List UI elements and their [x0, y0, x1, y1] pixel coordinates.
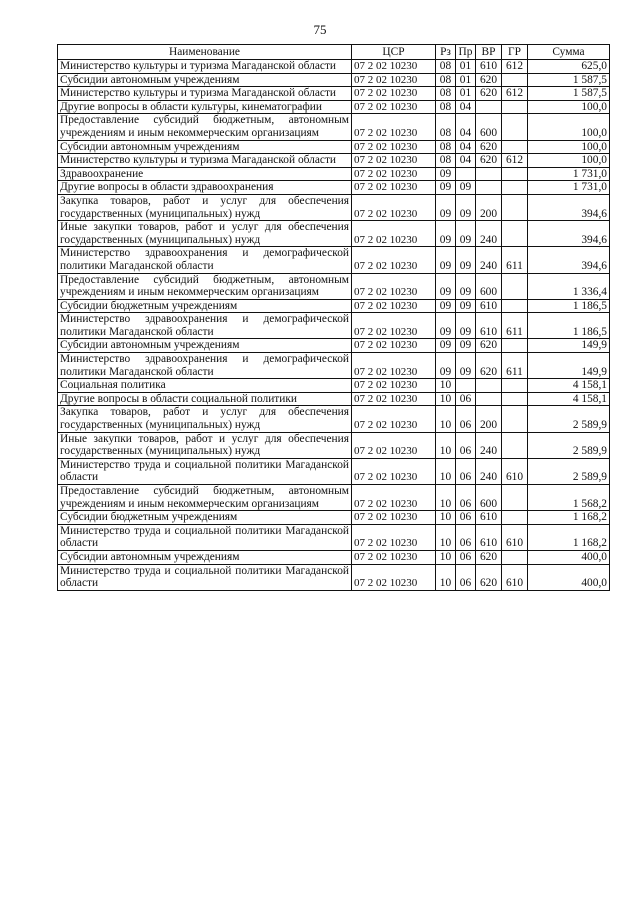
pr-cell: 06 — [456, 406, 476, 432]
sum-cell: 625,0 — [528, 60, 610, 74]
csr-cell: 07 2 02 10230 — [352, 485, 436, 511]
table-row — [58, 194, 610, 220]
csr-cell: 07 2 02 10230 — [352, 511, 436, 525]
name-cell: Министерство труда и социальной политики Магаданской области — [58, 524, 352, 550]
gr-cell: 610 — [502, 564, 528, 590]
pr-cell: 06 — [456, 392, 476, 406]
pr-cell: 09 — [456, 299, 476, 313]
name-cell: Иные закупки товаров, работ и услуг для обеспечения государственных (муниципальных) нужд — [58, 221, 352, 247]
name-cell: Министерство культуры и туризма Магаданской области — [58, 60, 352, 74]
rz-cell: 10 — [436, 524, 456, 550]
vr-cell: 200 — [476, 194, 502, 220]
gr-cell — [502, 194, 528, 220]
rz-cell: 08 — [436, 87, 456, 101]
header-csr: ЦСР — [352, 45, 436, 60]
header-gr: ГР — [502, 45, 528, 60]
gr-cell: 612 — [502, 154, 528, 168]
gr-cell — [502, 511, 528, 525]
name-cell: Предоставление субсидий бюджетным, автономным учреждениям и иным некоммерческим организациям — [58, 273, 352, 299]
pr-cell: 06 — [456, 524, 476, 550]
pr-cell — [456, 167, 476, 181]
csr-cell: 07 2 02 10230 — [352, 524, 436, 550]
pr-cell: 09 — [456, 353, 476, 379]
vr-cell: 620 — [476, 73, 502, 87]
pr-cell: 06 — [456, 511, 476, 525]
header-vr: ВР — [476, 45, 502, 60]
table-row — [58, 406, 610, 432]
name-cell: Министерство труда и социальной политики Магаданской области — [58, 564, 352, 590]
rz-cell: 10 — [436, 406, 456, 432]
table-row — [58, 511, 610, 525]
sum-cell: 149,9 — [528, 339, 610, 353]
rz-cell: 10 — [436, 564, 456, 590]
vr-cell: 240 — [476, 247, 502, 273]
table-row — [58, 247, 610, 273]
gr-cell — [502, 221, 528, 247]
sum-cell: 100,0 — [528, 114, 610, 140]
vr-cell: 240 — [476, 432, 502, 458]
name-cell: Субсидии автономным учреждениям — [58, 339, 352, 353]
pr-cell — [456, 379, 476, 393]
vr-cell: 620 — [476, 140, 502, 154]
gr-cell — [502, 299, 528, 313]
rz-cell: 08 — [436, 73, 456, 87]
gr-cell — [502, 432, 528, 458]
vr-cell: 620 — [476, 154, 502, 168]
rz-cell: 09 — [436, 273, 456, 299]
sum-cell: 1 731,0 — [528, 181, 610, 195]
name-cell: Социальная политика — [58, 379, 352, 393]
vr-cell: 610 — [476, 313, 502, 339]
table-row — [58, 299, 610, 313]
sum-cell: 394,6 — [528, 247, 610, 273]
table-row — [58, 181, 610, 195]
vr-cell — [476, 100, 502, 114]
table-row — [58, 140, 610, 154]
rz-cell: 09 — [436, 313, 456, 339]
sum-cell: 1 186,5 — [528, 313, 610, 339]
gr-cell — [502, 73, 528, 87]
pr-cell: 06 — [456, 458, 476, 484]
csr-cell: 07 2 02 10230 — [352, 313, 436, 339]
rz-cell: 10 — [436, 511, 456, 525]
csr-cell: 07 2 02 10230 — [352, 100, 436, 114]
gr-cell: 612 — [502, 60, 528, 74]
vr-cell — [476, 379, 502, 393]
gr-cell — [502, 140, 528, 154]
header-rz: Рз — [436, 45, 456, 60]
csr-cell: 07 2 02 10230 — [352, 299, 436, 313]
name-cell: Другие вопросы в области социальной политики — [58, 392, 352, 406]
name-cell: Закупка товаров, работ и услуг для обеспечения государственных (муниципальных) нужд — [58, 194, 352, 220]
gr-cell: 610 — [502, 458, 528, 484]
sum-cell: 1 168,2 — [528, 524, 610, 550]
sum-cell: 4 158,1 — [528, 379, 610, 393]
csr-cell: 07 2 02 10230 — [352, 181, 436, 195]
table-row — [58, 73, 610, 87]
pr-cell: 06 — [456, 485, 476, 511]
rz-cell: 10 — [436, 550, 456, 564]
sum-cell: 1 336,4 — [528, 273, 610, 299]
vr-cell: 200 — [476, 406, 502, 432]
sum-cell: 394,6 — [528, 221, 610, 247]
rz-cell: 09 — [436, 221, 456, 247]
sum-cell: 100,0 — [528, 154, 610, 168]
table-row — [58, 114, 610, 140]
csr-cell: 07 2 02 10230 — [352, 73, 436, 87]
name-cell: Министерство культуры и туризма Магаданской области — [58, 87, 352, 101]
rz-cell: 09 — [436, 247, 456, 273]
pr-cell: 01 — [456, 73, 476, 87]
vr-cell: 610 — [476, 299, 502, 313]
sum-cell: 2 589,9 — [528, 432, 610, 458]
csr-cell: 07 2 02 10230 — [352, 140, 436, 154]
name-cell: Субсидии автономным учреждениям — [58, 140, 352, 154]
gr-cell: 611 — [502, 247, 528, 273]
rz-cell: 10 — [436, 392, 456, 406]
table-row — [58, 100, 610, 114]
gr-cell — [502, 392, 528, 406]
table-row — [58, 339, 610, 353]
vr-cell: 610 — [476, 524, 502, 550]
sum-cell: 1 731,0 — [528, 167, 610, 181]
rz-cell: 09 — [436, 194, 456, 220]
pr-cell: 06 — [456, 432, 476, 458]
gr-cell — [502, 167, 528, 181]
pr-cell: 04 — [456, 100, 476, 114]
gr-cell: 610 — [502, 524, 528, 550]
vr-cell: 610 — [476, 60, 502, 74]
rz-cell: 08 — [436, 154, 456, 168]
budget-table — [57, 44, 610, 591]
vr-cell: 600 — [476, 114, 502, 140]
csr-cell: 07 2 02 10230 — [352, 114, 436, 140]
sum-cell: 394,6 — [528, 194, 610, 220]
gr-cell: 611 — [502, 313, 528, 339]
pr-cell: 04 — [456, 140, 476, 154]
table-row — [58, 154, 610, 168]
sum-cell: 149,9 — [528, 353, 610, 379]
sum-cell: 100,0 — [528, 140, 610, 154]
name-cell: Предоставление субсидий бюджетным, автономным учреждениям и иным некоммерческим организациям — [58, 114, 352, 140]
name-cell: Министерство труда и социальной политики Магаданской области — [58, 458, 352, 484]
csr-cell: 07 2 02 10230 — [352, 339, 436, 353]
gr-cell: 611 — [502, 353, 528, 379]
csr-cell: 07 2 02 10230 — [352, 273, 436, 299]
vr-cell: 620 — [476, 564, 502, 590]
csr-cell: 07 2 02 10230 — [352, 392, 436, 406]
table-row — [58, 273, 610, 299]
header-name: Наименование — [58, 45, 352, 60]
vr-cell: 620 — [476, 550, 502, 564]
pr-cell: 04 — [456, 114, 476, 140]
gr-cell: 612 — [502, 87, 528, 101]
table-header-row — [58, 45, 610, 60]
sum-cell: 1 587,5 — [528, 73, 610, 87]
sum-cell: 100,0 — [528, 100, 610, 114]
pr-cell: 09 — [456, 273, 476, 299]
rz-cell: 09 — [436, 167, 456, 181]
gr-cell — [502, 339, 528, 353]
pr-cell: 09 — [456, 194, 476, 220]
sum-cell: 400,0 — [528, 564, 610, 590]
pr-cell: 09 — [456, 247, 476, 273]
pr-cell: 09 — [456, 221, 476, 247]
pr-cell: 06 — [456, 564, 476, 590]
gr-cell — [502, 550, 528, 564]
name-cell: Другие вопросы в области здравоохранения — [58, 181, 352, 195]
vr-cell: 240 — [476, 458, 502, 484]
gr-cell — [502, 379, 528, 393]
csr-cell: 07 2 02 10230 — [352, 154, 436, 168]
rz-cell: 08 — [436, 114, 456, 140]
csr-cell: 07 2 02 10230 — [352, 550, 436, 564]
vr-cell: 620 — [476, 353, 502, 379]
rz-cell: 09 — [436, 339, 456, 353]
gr-cell — [502, 406, 528, 432]
pr-cell: 04 — [456, 154, 476, 168]
sum-cell: 1 186,5 — [528, 299, 610, 313]
sum-cell: 1 168,2 — [528, 511, 610, 525]
vr-cell: 240 — [476, 221, 502, 247]
table-row — [58, 353, 610, 379]
pr-cell: 09 — [456, 313, 476, 339]
vr-cell: 620 — [476, 87, 502, 101]
csr-cell: 07 2 02 10230 — [352, 379, 436, 393]
csr-cell: 07 2 02 10230 — [352, 406, 436, 432]
name-cell: Субсидии бюджетным учреждениям — [58, 299, 352, 313]
table-body — [58, 60, 610, 591]
sum-cell: 4 158,1 — [528, 392, 610, 406]
table-row — [58, 392, 610, 406]
header-sum: Сумма — [528, 45, 610, 60]
csr-cell: 07 2 02 10230 — [352, 60, 436, 74]
vr-cell: 600 — [476, 273, 502, 299]
table-row — [58, 221, 610, 247]
vr-cell: 600 — [476, 485, 502, 511]
name-cell: Субсидии бюджетным учреждениям — [58, 511, 352, 525]
sum-cell: 1 568,2 — [528, 485, 610, 511]
csr-cell: 07 2 02 10230 — [352, 353, 436, 379]
name-cell: Министерство здравоохранения и демографической политики Магаданской области — [58, 353, 352, 379]
rz-cell: 08 — [436, 140, 456, 154]
rz-cell: 10 — [436, 485, 456, 511]
csr-cell: 07 2 02 10230 — [352, 87, 436, 101]
page-number: 75 — [313, 22, 327, 37]
vr-cell — [476, 392, 502, 406]
csr-cell: 07 2 02 10230 — [352, 247, 436, 273]
name-cell: Иные закупки товаров, работ и услуг для обеспечения государственных (муниципальных) нужд — [58, 432, 352, 458]
rz-cell: 09 — [436, 353, 456, 379]
name-cell: Закупка товаров, работ и услуг для обеспечения государственных (муниципальных) нужд — [58, 406, 352, 432]
gr-cell — [502, 181, 528, 195]
pr-cell: 01 — [456, 87, 476, 101]
name-cell: Другие вопросы в области культуры, кинематографии — [58, 100, 352, 114]
csr-cell: 07 2 02 10230 — [352, 432, 436, 458]
gr-cell — [502, 114, 528, 140]
table-row — [58, 87, 610, 101]
name-cell: Субсидии автономным учреждениям — [58, 73, 352, 87]
pr-cell: 09 — [456, 339, 476, 353]
pr-cell: 09 — [456, 181, 476, 195]
table-row — [58, 167, 610, 181]
gr-cell — [502, 100, 528, 114]
name-cell: Министерство культуры и туризма Магаданской области — [58, 154, 352, 168]
name-cell: Субсидии автономным учреждениям — [58, 550, 352, 564]
pr-cell: 06 — [456, 550, 476, 564]
sum-cell: 1 587,5 — [528, 87, 610, 101]
csr-cell: 07 2 02 10230 — [352, 167, 436, 181]
name-cell: Предоставление субсидий бюджетным, автономным учреждениям и иным некоммерческим организациям — [58, 485, 352, 511]
table-row — [58, 550, 610, 564]
table-row — [58, 60, 610, 74]
table-row — [58, 564, 610, 590]
rz-cell: 10 — [436, 379, 456, 393]
csr-cell: 07 2 02 10230 — [352, 564, 436, 590]
header-pr: Пр — [456, 45, 476, 60]
rz-cell: 10 — [436, 458, 456, 484]
vr-cell: 610 — [476, 511, 502, 525]
csr-cell: 07 2 02 10230 — [352, 221, 436, 247]
table-row — [58, 458, 610, 484]
name-cell: Здравоохранение — [58, 167, 352, 181]
rz-cell: 09 — [436, 181, 456, 195]
vr-cell — [476, 167, 502, 181]
sum-cell: 2 589,9 — [528, 406, 610, 432]
rz-cell: 08 — [436, 60, 456, 74]
table-row — [58, 432, 610, 458]
pr-cell: 01 — [456, 60, 476, 74]
sum-cell: 400,0 — [528, 550, 610, 564]
rz-cell: 09 — [436, 299, 456, 313]
gr-cell — [502, 273, 528, 299]
rz-cell: 08 — [436, 100, 456, 114]
table-row — [58, 379, 610, 393]
table-row — [58, 524, 610, 550]
name-cell: Министерство здравоохранения и демографической политики Магаданской области — [58, 313, 352, 339]
table-row — [58, 485, 610, 511]
gr-cell — [502, 485, 528, 511]
name-cell: Министерство здравоохранения и демографической политики Магаданской области — [58, 247, 352, 273]
vr-cell: 620 — [476, 339, 502, 353]
table-row — [58, 313, 610, 339]
csr-cell: 07 2 02 10230 — [352, 458, 436, 484]
sum-cell: 2 589,9 — [528, 458, 610, 484]
csr-cell: 07 2 02 10230 — [352, 194, 436, 220]
vr-cell — [476, 181, 502, 195]
rz-cell: 10 — [436, 432, 456, 458]
